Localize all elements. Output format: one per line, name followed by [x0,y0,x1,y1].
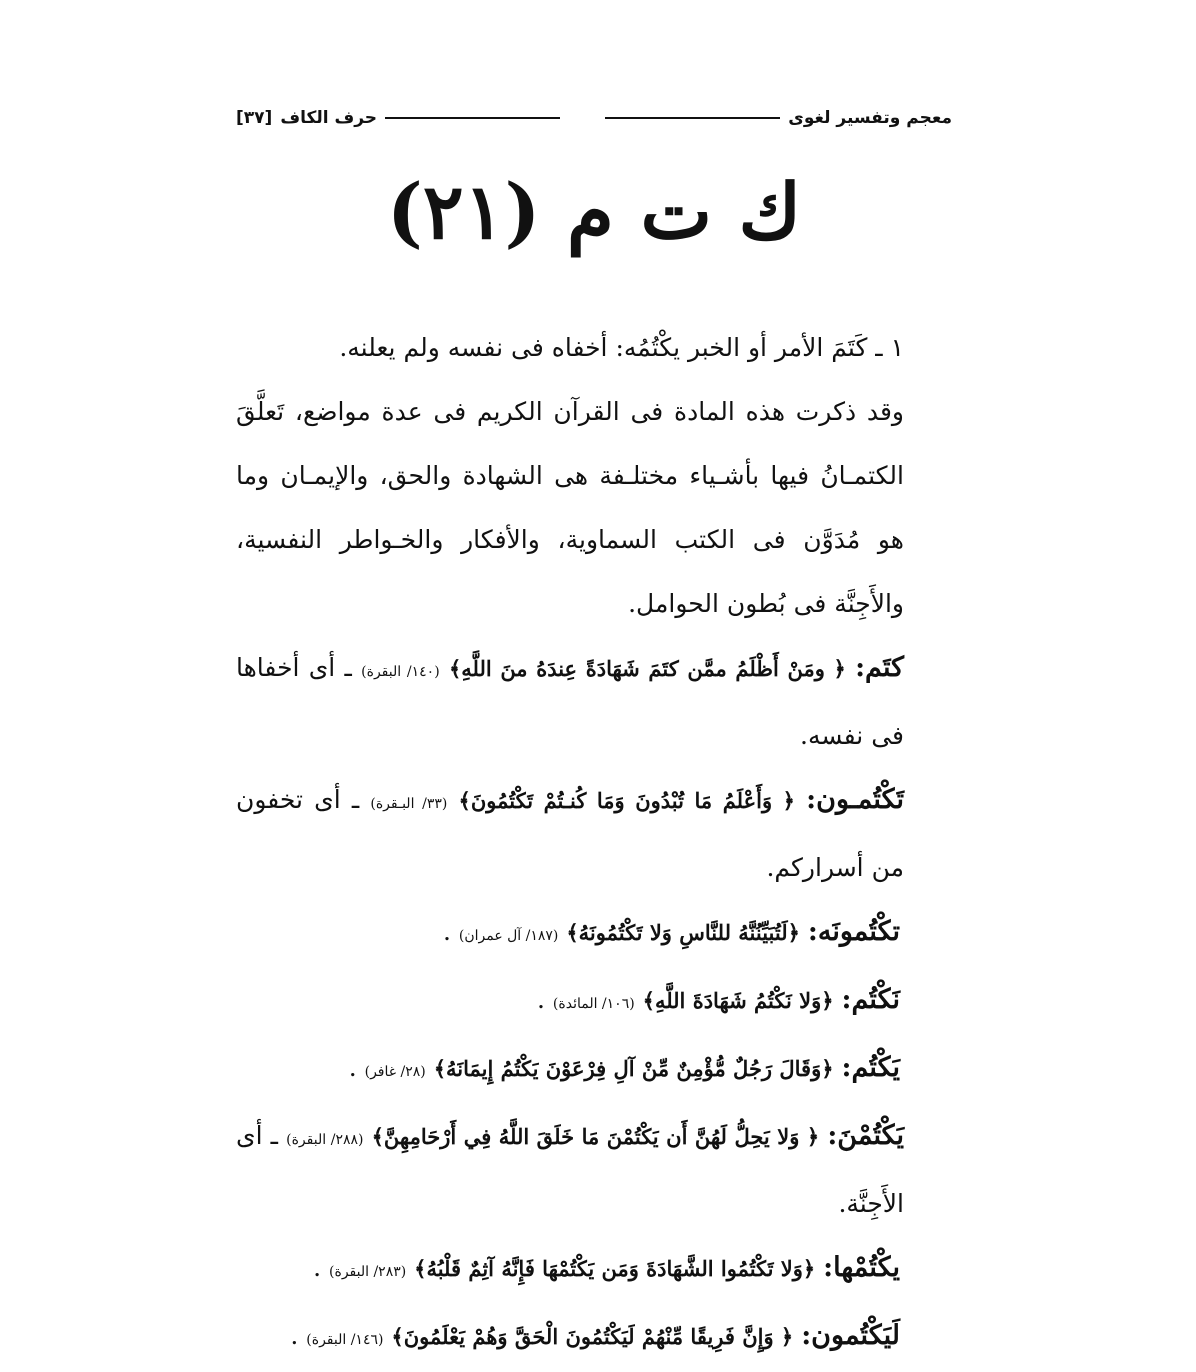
header-book-title: معجم وتفسير لغوى [788,108,952,128]
example-term: لَيَكْتُمون: [801,1320,900,1351]
quran-quote: ﴿ وَلا يَحِلُّ لَهُنَّ أَن يَكْتُمْنَ مَا خَلَقَ اللَّهُ فِي أَرْحَامِهِنَّ﴾ [371,1124,820,1149]
running-header [236,100,952,138]
header-rule-right [605,117,780,119]
quran-quote: ﴿وَلا تَكْتُمُوا الشَّهَادَةَ وَمَن يَكْتُمْهَا فَإِنَّهُ آثِمٌ قَلْبُهُ﴾ [414,1256,816,1281]
quran-quote: ﴿وَقَالَ رَجُلٌ مُّؤْمِنٌ مِّنْ آلِ فِرْعَوْنَ يَكْتُمُ إِيمَانَهُ﴾ [433,1056,834,1081]
example-yaktumna [236,1104,952,1236]
example-naktum [236,968,952,1036]
quran-quote: ﴿ وَإِنَّ فَرِيقًا مِّنْهُمْ لَيَكْتُمُونَ الْحَقَّ وَهُمْ يَعْلَمُونَ﴾ [391,1324,794,1349]
intro-paragraph: وقد ذكرت هذه المادة فى القرآن الكريم فى عدة مواضع، تَعلَّقَ الكتمـانُ فيها بأشـياء مختلـفة هى الشهادة والحق، والإيمـان وما هو مُدَوَّن فى الكتب السماوية، والأفكار والخـواطر النفسية، والأَجِنَّة فى بُطون الحوامل. [236,397,904,618]
verse-reference: (١٤٦/ البقرة) [306,1332,384,1348]
example-explanation: . [290,1321,299,1350]
example-term: يكْتُمْها: [823,1252,900,1283]
example-explanation: . [348,1053,357,1082]
definition-paragraph: ١ ـ كَتَمَ الأمر أو الخبر يكْتُمُه: أخفاه فى نفسه ولم يعلنه. [339,333,904,362]
verse-reference: (١٤٠/ البقرة) [361,664,440,680]
quran-quote: ﴿لَتُبَيِّنُنَّهُ للنَّاسِ وَلا تَكْتُمُونَهُ﴾ [566,920,800,945]
quran-quote: ﴿ ومَنْ أَظْلَمُ ممَّن كتَمَ شَهَادَةً عِندَهُ منَ اللَّهِ﴾ [448,656,846,681]
example-term: نَكْتُم: [841,984,900,1015]
example-term: تكْتُمونَه: [807,916,900,947]
example-explanation: ـ أى تخفون من أسراركم. [236,785,904,882]
entry-title: ك ت م (٢١) [386,167,802,256]
book-page [236,100,952,1372]
example-explanation: . [313,1253,322,1282]
example-yaktumha [236,1236,952,1304]
verse-reference: (٢٨٣/ البقرة) [329,1264,407,1280]
example-taktumun [236,768,952,900]
header-section-group [236,108,560,128]
example-explanation: . [537,985,545,1014]
example-layaktumun [236,1304,952,1372]
header-rule-left [385,117,560,119]
verse-reference: (٢٨٨/ البقرة) [286,1132,364,1148]
header-book-title-group [605,108,952,128]
verse-reference: (٢٨/ غافر) [364,1064,426,1080]
example-taktumunahu [236,900,952,968]
example-explanation: ـ أى أخفاها فى نفسه. [236,653,904,750]
quran-quote: ﴿وَلا نَكْتُمُ شَهَادَةَ اللَّهِ﴾ [642,988,834,1013]
header-page-number: [٣٧] [236,108,273,128]
example-term: تَكْتُمـون: [806,784,904,815]
example-term: كتَم: [855,652,905,683]
example-explanation: . [442,917,451,946]
verse-reference: (١٠٦/ المائدة) [552,996,635,1012]
example-kataman [236,636,952,768]
quran-quote: ﴿ وَأَعْلَمُ مَا تُبْدُونَ وَمَا كُنـتُمْ تَكْتُمُونَ﴾ [458,788,795,813]
example-yaktum [236,1036,952,1104]
verse-reference: (١٨٧/ آل عمران) [458,928,559,944]
example-explanation: ـ أى الأَجِنَّة. [236,1121,904,1218]
header-section: حرف الكاف [280,108,378,128]
example-term: يَكْتُمْنَ: [827,1120,905,1151]
example-term: يَكْتُم: [841,1052,900,1083]
verse-reference: (٣٣/ البـقرة) [370,796,448,812]
